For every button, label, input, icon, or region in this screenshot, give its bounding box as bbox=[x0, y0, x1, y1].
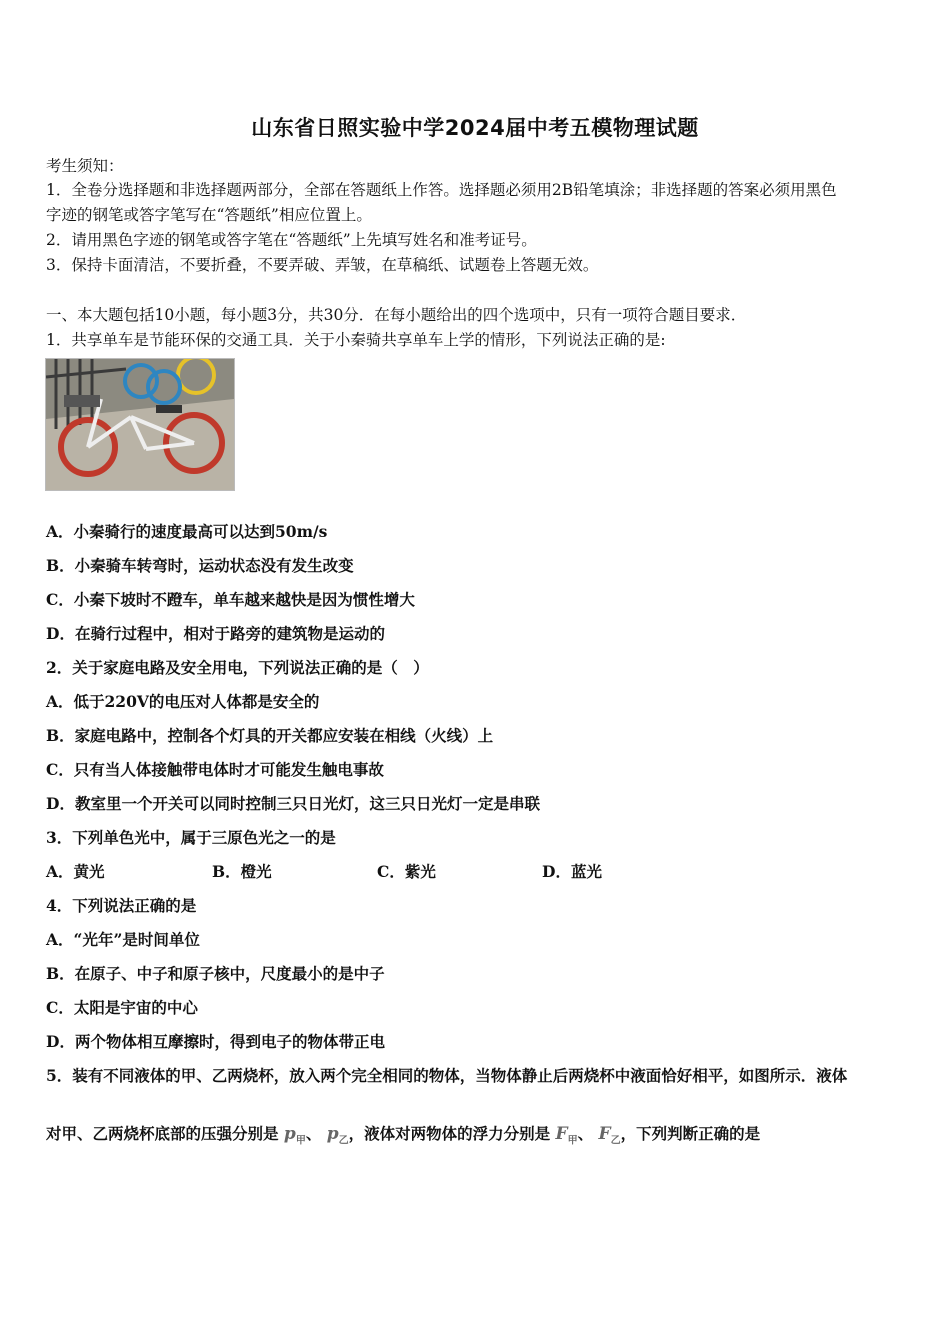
notice-heading: 考生须知： bbox=[46, 157, 124, 175]
pressure-jia-symbol: $p_甲$ bbox=[283, 1124, 306, 1147]
q1-option-a: A．小秦骑行的速度最高可以达到50m/s bbox=[46, 522, 328, 541]
q2-option-c: C．只有当人体接触带电体时才可能发生触电事故 bbox=[46, 760, 384, 779]
q5-sep-2: 、 bbox=[577, 1124, 594, 1143]
q4-option-c: C．太阳是宇宙的中心 bbox=[46, 998, 198, 1017]
q5-stem-a: 对甲、乙两烧杯底部的压强分别是 bbox=[46, 1124, 279, 1143]
question-1-stem: 1．共享单车是节能环保的交通工具．关于小秦骑共享单车上学的情形，下列说法正确的是: bbox=[46, 331, 666, 349]
q2-option-b: B．家庭电路中，控制各个灯具的开关都应安装在相线（火线）上 bbox=[46, 726, 494, 745]
shared-bicycle-photo bbox=[45, 358, 235, 491]
q4-option-d: D．两个物体相互摩擦时，得到电子的物体带正电 bbox=[46, 1032, 385, 1051]
pressure-yi-symbol: $p_乙$ bbox=[326, 1124, 349, 1147]
q3-option-b: B．橙光 bbox=[212, 862, 272, 881]
q5-stem-c: ，下列判断正确的是 bbox=[620, 1124, 761, 1143]
buoyancy-jia-symbol: $F_甲$ bbox=[555, 1124, 578, 1147]
q1-option-b: B．小秦骑车转弯时，运动状态没有发生改变 bbox=[46, 556, 354, 575]
q3-option-c: C．紫光 bbox=[377, 862, 436, 881]
notice-item-3: 3．保持卡面清洁，不要折叠，不要弄破、弄皱，在草稿纸、试题卷上答题无效。 bbox=[46, 256, 599, 274]
question-5-stem-line2 bbox=[46, 1122, 760, 1146]
q1-option-d: D．在骑行过程中，相对于路旁的建筑物是运动的 bbox=[46, 624, 385, 643]
q5-sep-1: 、 bbox=[305, 1124, 322, 1143]
q1-option-c: C．小秦下坡时不蹬车，单车越来越快是因为惯性增大 bbox=[46, 590, 415, 609]
notice-item-1: 1．全卷分选择题和非选择题两部分，全部在答题纸上作答。选择题必须用2B铅笔填涂；非选择题的答案必须用黑色 bbox=[46, 181, 837, 199]
q2-option-a: A．低于220V的电压对人体都是安全的 bbox=[46, 692, 320, 711]
q5-stem-b: ，液体对两物体的浮力分别是 bbox=[348, 1124, 551, 1143]
question-5-stem-line1: 5．装有不同液体的甲、乙两烧杯，放入两个完全相同的物体，当物体静止后两烧杯中液面恰好相平，如图所示．液体 bbox=[46, 1066, 848, 1085]
question-2-stem: 2．关于家庭电路及安全用电，下列说法正确的是（ ） bbox=[46, 658, 429, 677]
q4-option-b: B．在原子、中子和原子核中，尺度最小的是中子 bbox=[46, 964, 385, 983]
q3-option-d: D．蓝光 bbox=[542, 862, 602, 881]
q2-option-d: D．教室里一个开关可以同时控制三只日光灯，这三只日光灯一定是串联 bbox=[46, 794, 540, 813]
question-4-stem: 4．下列说法正确的是 bbox=[46, 896, 197, 915]
page-title: 山东省日照实验中学2024届中考五模物理试题 bbox=[251, 116, 699, 140]
q3-option-a: A．黄光 bbox=[46, 862, 105, 881]
buoyancy-yi-symbol: $F_乙$ bbox=[598, 1124, 621, 1147]
notice-item-1-cont: 字迹的钢笔或答字笔写在“答题纸”相应位置上。 bbox=[46, 206, 372, 224]
section-heading: 一、本大题包括10小题，每小题3分，共30分．在每小题给出的四个选项中，只有一项符合题目要求． bbox=[46, 306, 747, 324]
question-3-stem: 3．下列单色光中，属于三原色光之一的是 bbox=[46, 828, 336, 847]
q4-option-a: A．“光年”是时间单位 bbox=[46, 930, 200, 949]
notice-item-2: 2．请用黑色字迹的钢笔或答字笔在“答题纸”上先填写姓名和准考证号。 bbox=[46, 231, 537, 249]
